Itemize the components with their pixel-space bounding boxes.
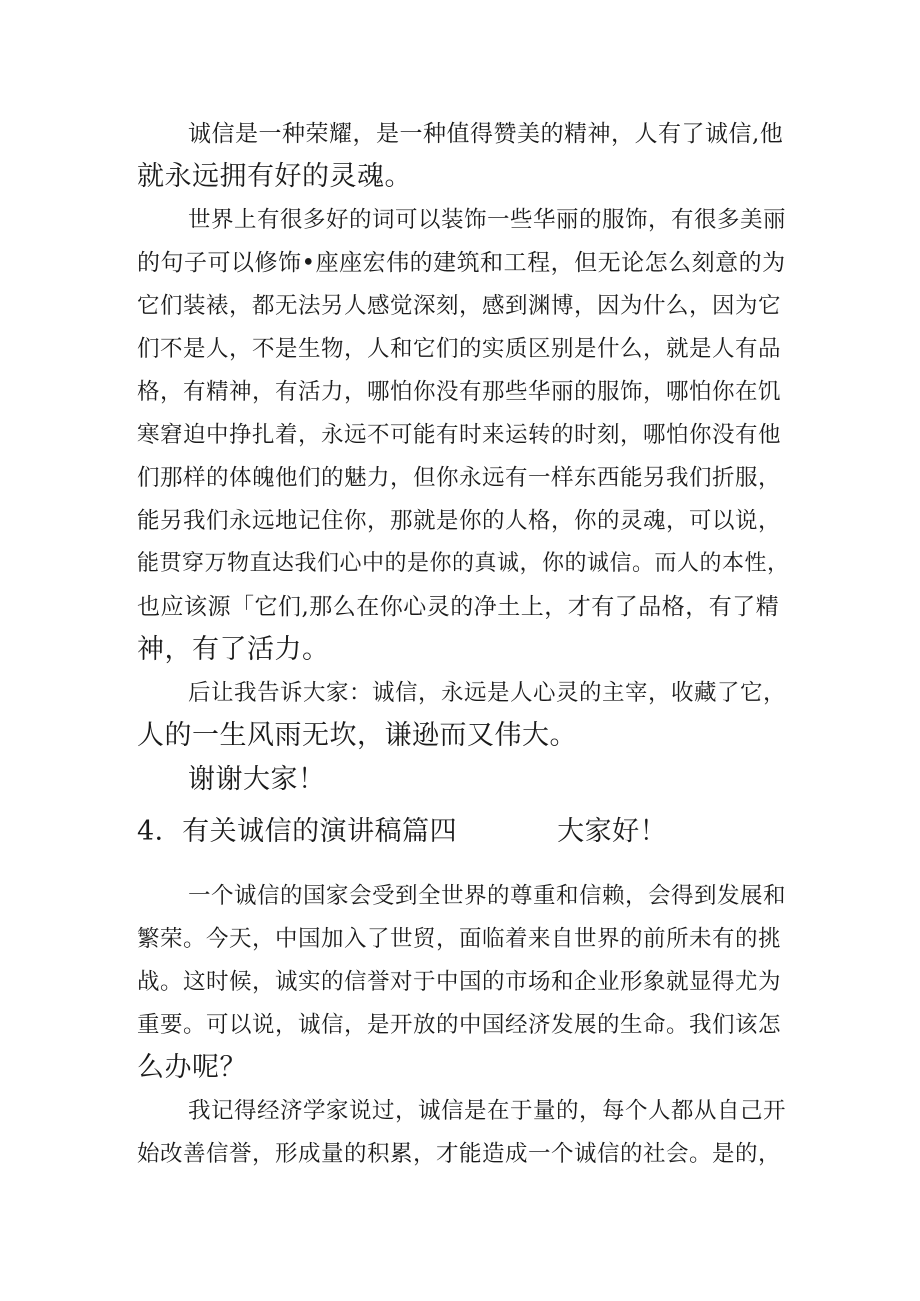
paragraph-5-line-1: 我记得经济学家说过，诚信是在于量的，每个人都从自己开 <box>188 1098 787 1124</box>
paragraph-3-line-1: 后让我告诉大家：诚信，永远是人心灵的主宰，收藏了它， <box>188 680 787 706</box>
paragraph-2-line-3: 它们装裱，都无法另人感觉深刻，感到渊博，因为什么，因为它 <box>137 293 782 319</box>
section-heading: 4．有关诚信的演讲稿篇四 大家好！ <box>137 816 668 847</box>
paragraph-4-line-2: 繁荣。今天，中国加入了世贸，面临着来自世界的前所未有的挑 <box>137 926 782 952</box>
paragraph-4-line-1: 一个诚信的国家会受到全世界的尊重和信赖，会得到发展和 <box>188 883 787 909</box>
paragraph-4-line-3: 战。这时候，诚实的信誉对于中国的市场和企业形象就显得尤为 <box>137 969 782 995</box>
paragraph-3-line-2: 人的一生风雨无坎，谦逊而又伟大。 <box>137 720 577 751</box>
paragraph-2-line-4: 们不是人，不是生物，人和它们的实质区别是什么，就是人有品 <box>137 336 782 362</box>
paragraph-4-line-4: 重要。可以说，诚信，是开放的中国经济发展的生命。我们该怎 <box>137 1012 782 1038</box>
paragraph-2-line-10: 也应该源「它们,那么在你心灵的净土上，才有了品格，有了精 <box>137 594 780 620</box>
paragraph-2-line-1: 世界上有很多好的词可以装饰一些华丽的服饰，有很多美丽 <box>188 207 787 233</box>
paragraph-5-line-2: 始改善信誉，形成量的积累，才能造成一个诚信的社会。是的， <box>137 1141 782 1167</box>
paragraph-2-line-6: 寒窘迫中挣扎着，永远不可能有时来运转的时刻，哪怕你没有他 <box>137 422 782 448</box>
paragraph-4-line-5: 么办呢？ <box>137 1052 247 1083</box>
paragraph-2-line-9: 能贯穿万物直达我们心中的是你的真诚，你的诚信。而人的本性， <box>137 551 790 576</box>
closing-thanks: 谢谢大家！ <box>188 764 326 795</box>
paragraph-2-line-7: 们那样的体魄他们的魅力，但你永远有一样东西能另我们折服， <box>137 465 782 491</box>
paragraph-1-line-1: 诚信是一种荣耀，是一种值得赞美的精神，人有了诚信,他 <box>188 121 784 147</box>
paragraph-2-line-2: 的句子可以修饰•座座宏伟的建筑和工程，但无论怎么刻意的为 <box>137 250 786 276</box>
paragraph-1-line-2: 就永远拥有好的灵魂。 <box>137 161 412 192</box>
paragraph-2-line-11: 神，有了活力。 <box>137 634 330 665</box>
paragraph-2-line-5: 格，有精神，有活力，哪怕你没有那些华丽的服饰，哪怕你在饥 <box>137 379 782 405</box>
paragraph-2-line-8: 能另我们永远地记住你，那就是你的人格，你的灵魂，可以说， <box>137 508 782 534</box>
